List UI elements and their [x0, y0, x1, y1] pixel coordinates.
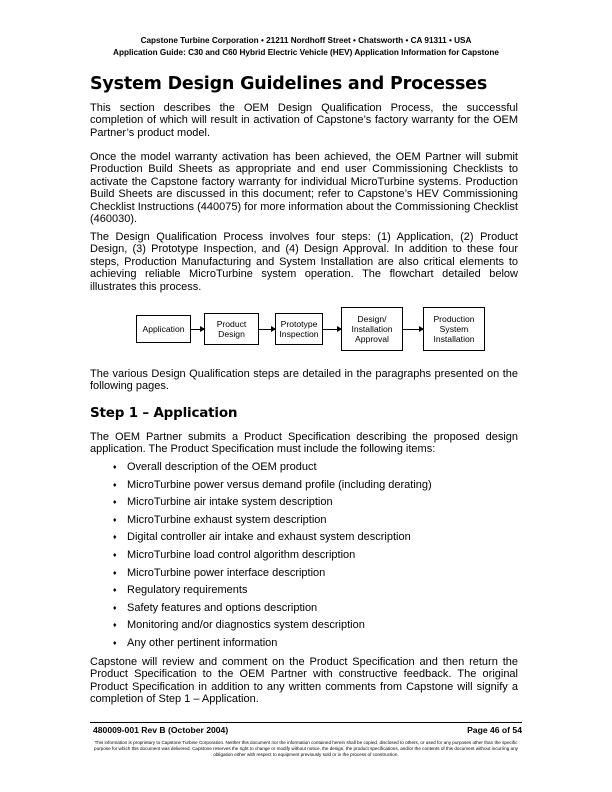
flow-arrow	[323, 329, 341, 330]
list-item: ♦ MicroTurbine air intake system description	[113, 496, 333, 509]
flow-box-application: Application	[136, 315, 191, 343]
intro-paragraph: This section describes the OEM Design Qualification Process, the successful completion of which will result in activation of Capstone’s factory warranty for the OEM Partner’s product model.	[90, 102, 518, 139]
diamond-bullet-icon: ♦	[113, 622, 117, 630]
diamond-bullet-icon: ♦	[113, 639, 117, 647]
header-address: Capstone Turbine Corporation • 21211 Nordhoff Street • Chatsworth • CA 91311 • USA	[140, 36, 472, 45]
header-guide-title: Application Guide: C30 and C60 Hybrid Electric Vehicle (HEV) Application Information for Capstone	[113, 48, 499, 57]
flow-arrow	[259, 329, 275, 330]
diamond-bullet-icon: ♦	[113, 534, 117, 542]
flow-arrow	[191, 329, 204, 330]
flow-box-design-approval: Design/ Installation Approval	[341, 307, 403, 351]
diamond-bullet-icon: ♦	[113, 464, 117, 471]
list-item: ♦ MicroTurbine load control algorithm description	[113, 548, 356, 561]
warranty-paragraph: Once the model warranty activation has been achieved, the OEM Partner will submit Production Build Sheets as appropriate and end user Commissioning Checklists to activate the Capstone factory warranty for individual MicroTurbine systems. Production Build Sheets are discussed in this document; refer to Capstone’s HEV Commissioning Checklist Instructions (440075) for more information about the Commissioning Checklist (460030).	[90, 151, 518, 226]
footer-page-number: Page 46 of 54	[467, 725, 522, 735]
list-item: ♦ MicroTurbine power versus demand profile (including derating)	[113, 478, 432, 491]
process-flowchart	[136, 305, 486, 351]
diamond-bullet-icon: ♦	[113, 516, 117, 524]
list-item: ♦ Digital controller air intake and exhaust system description	[113, 531, 411, 544]
process-paragraph: The Design Qualification Process involves four steps: (1) Application, (2) Product Design, (3) Prototype Inspection, and (4) Design Approval. In addition to these four steps, Production Manufacturing and System Installation are also critical elements to achieving reliable MicroTurbine system operation. The flowchart detailed below illustrates this process.	[90, 231, 518, 293]
diamond-bullet-icon: ♦	[113, 551, 117, 559]
diamond-bullet-icon: ♦	[113, 569, 117, 577]
page-title: System Design Guidelines and Processes	[90, 74, 488, 94]
diamond-bullet-icon: ♦	[113, 499, 117, 507]
diamond-bullet-icon: ♦	[113, 481, 117, 489]
footer-doc-number: 480009-001 Rev B (October 2004)	[93, 725, 229, 735]
list-item: ♦ MicroTurbine exhaust system description	[113, 513, 327, 526]
flow-box-product-design: Product Design	[204, 313, 259, 345]
flow-box-prototype-inspection: Prototype Inspection	[275, 313, 323, 345]
diamond-bullet-icon: ♦	[113, 587, 117, 595]
step1-closing-paragraph: Capstone will review and comment on the Product Specification and then return the Product Specification to the OEM Partner with constructive feedback. The original Product Specification in addition to any written comments from Capstone will signify a completion of Step 1 – Application.	[90, 656, 518, 706]
step1-intro-paragraph: The OEM Partner submits a Product Specification describing the proposed design application. The Product Specification must include the following items:	[90, 431, 518, 456]
footer-divider	[90, 722, 522, 723]
list-item: ♦ Monitoring and/or diagnostics system description	[113, 619, 365, 632]
list-item: ♦ Any other pertinent information	[113, 636, 278, 649]
list-item: ♦ Overall description of the OEM product	[113, 461, 317, 473]
page-header	[0, 35, 612, 59]
footer-disclaimer: This information is proprietary to Capstone Turbine Corporation. Neither this document nor the information contained herein shall be copied, disclosed to others, or used for any purposes other than the specific purpose for which this document was delivered. Capstone reserves the right to change or modify without notice, the design, the product specifications, and/or the contents of this document without incurring any obligation either with respect to equipment previously sold or in the process of construction.	[94, 740, 518, 757]
flow-box-production-installation: Production System Installation	[423, 307, 485, 351]
list-item: ♦ Safety features and options description	[113, 601, 318, 614]
spec-items-list	[112, 461, 432, 655]
list-item: ♦ Regulatory requirements	[113, 584, 248, 597]
flow-arrow	[403, 329, 423, 330]
list-item: ♦ MicroTurbine power interface description	[113, 566, 326, 579]
step1-heading: Step 1 – Application	[90, 405, 238, 421]
steps-note-paragraph: The various Design Qualification steps are detailed in the paragraphs presented on the following pages.	[90, 368, 518, 393]
diamond-bullet-icon: ♦	[113, 604, 117, 612]
